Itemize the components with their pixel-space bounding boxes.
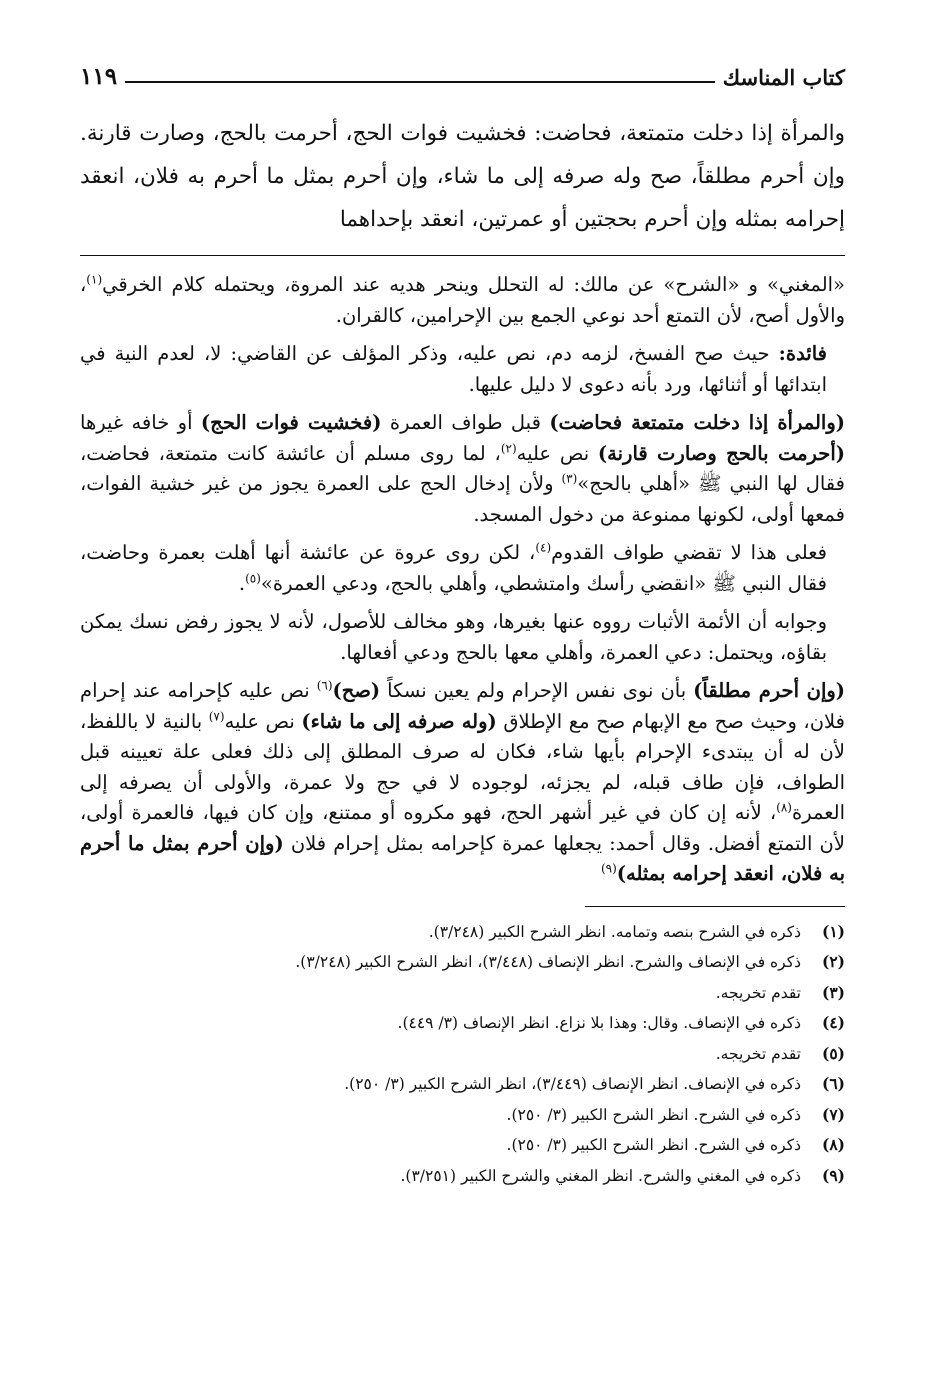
footnote-item [80, 1039, 845, 1070]
sharh-text: أو خافه غيرها [80, 411, 201, 434]
footnote-text: ذكره في الشرح. انظر الشرح الكبير (٣/ ٢٥٠). [506, 1136, 801, 1154]
sharh-text: حيث صح الفسخ، لزمه دم، نص عليه، وذكر المؤلف عن القاضي: لا، لعدم النية في ابتدائها أو أثنائها، ورد بأنه دعوى لا دليل عليها. [80, 342, 827, 396]
matn-quote: (صح) [332, 679, 381, 702]
sharh-paragraph-5 [80, 607, 845, 668]
footnote-ref: (٨) [776, 800, 792, 815]
footnote-number: (١) [821, 921, 845, 941]
footnote-text: ذكره في الإنصاف. انظر الإنصاف (٣/٤٤٩)، انظر الشرح الكبير (٣/ ٢٥٠). [344, 1075, 801, 1093]
footnote-number: (٥) [821, 1043, 845, 1063]
footnote-number: (٢) [821, 952, 845, 971]
sharh-paragraph-4 [80, 538, 845, 599]
footnote-item [80, 1130, 845, 1161]
book-title: كتاب المناسك [722, 65, 845, 90]
footnote-ref: (٣) [561, 471, 578, 486]
footnote-ref: (٩) [600, 861, 617, 876]
footnote-number: (٩) [821, 1165, 845, 1185]
footnote-ref: (٢) [500, 441, 517, 455]
matn-quote: (وإن أحرم بمثل ما أحرم به فلان، انعقد إحرامه بمثله) [80, 831, 845, 885]
footnote-item [80, 1008, 845, 1039]
footnote-number: (٧) [821, 1104, 845, 1124]
footnote-number: (٨) [821, 1135, 845, 1154]
matn-quote: (فخشيت فوات الحج) [200, 411, 382, 434]
sharh-commentary [80, 270, 845, 890]
footnote-divider [585, 906, 845, 907]
footnote-item [80, 978, 845, 1009]
footnote-ref: (٤) [535, 540, 552, 555]
matn-quote: (أحرمت بالحج وصارت قارنة) [597, 441, 845, 465]
sharh-text: «المغني» و «الشرح» عن مالك: له التحلل وينحر هديه عند المروة، ويحتمله كلام الخرقي [102, 273, 845, 296]
footnote-item [80, 1100, 845, 1131]
sharh-paragraph-1 [80, 270, 845, 331]
footnote-text: ذكره في المغني والشرح. انظر المغني والشرح الكبير (٣/٢٥١). [400, 1166, 801, 1185]
sharh-paragraph-3 [80, 408, 845, 530]
sharh-text: ولأن إدخال الحج على العمرة يجوز من غير خشية الفوات، فمعها أولى، لكونها ممنوعة من دخول المسجد. [80, 472, 845, 526]
footnote-number: (٦) [821, 1074, 845, 1093]
footnote-number: (٤) [821, 1013, 845, 1032]
sharh-paragraph-2 [80, 339, 845, 400]
footnote-text: تقدم تخريجه. [715, 983, 801, 1002]
matn-divider [80, 255, 845, 256]
book-page [80, 56, 845, 1191]
sharh-text: ، لكن روى عروة عن عائشة أنها أهلت بعمرة وحاضت، فقال النبي ﷺ «انقضي رأسك وامتشطي، وأهلي بالحج، ودعي العمرة» [80, 541, 827, 595]
footnote-text: ذكره في الشرح. انظر الشرح الكبير (٣/ ٢٥٠). [506, 1105, 801, 1124]
matn-quote: (والمرأة إذا دخلت متمتعة فحاضت) [549, 411, 845, 434]
footnote-ref: (٥) [245, 571, 261, 585]
matn-text: والمرأة إذا دخلت متمتعة، فحاضت: فخشيت فوات الحج، أحرمت بالحج، وصارت قارنة. وإن أحرم مطلقاً، صح وله صرفه إلى ما شاء، وإن أحرم بمثل ما أحرم به فلان، انعقد إحرامه بمثله وإن أحرم بحجتين أو عمرتين، انعقد بإحداهما [80, 121, 845, 232]
footnote-number: (٣) [821, 982, 845, 1002]
header-rule [125, 81, 715, 83]
footnote-item [80, 917, 845, 948]
sharh-text: ، والأول أصح، لأن التمتع أحد نوعي الجمع بين الإحرامين، كالقران. [80, 273, 845, 327]
sharh-text: وجوابه أن الأئمة الأثبات رووه عنها بغيرها، وهو مخالف للأصول، لأنه لا يجوز رفض نسك يمكن بقاؤه، ويحتمل: دعي العمرة، وأهلي معها بالحج ودعي أفعالها. [80, 610, 827, 664]
sharh-text: نص عليه [516, 441, 598, 465]
footnote-ref: (٧) [208, 709, 225, 723]
page-number: ١١٩ [80, 63, 118, 90]
sharh-text: نص عليه [224, 709, 302, 733]
footnote-text: ذكره في الإنصاف. وقال: وهذا بلا نزاع. انظر الإنصاف (٣/ ٤٤٩). [397, 1014, 801, 1032]
sharh-text: بالنية لا باللفظ، لأن له أن يبتدىء الإحرام بأيها شاء، فكان له صرف المطلق إلى ذلك فعلى علة تعيينه قبل الطواف، فإن طاف قبله، لم يجزئه، لوجوده لا في حج ولا عمرة، والأولى أن يصرفه إلى العمرة [80, 709, 845, 824]
footnote-ref: (٦) [316, 678, 333, 693]
sharh-paragraph-6 [80, 676, 845, 890]
sharh-text: . [238, 571, 246, 595]
footnote-list [80, 917, 845, 1192]
sharh-text: ، لأنه إن كان في غير أشهر الحج، فهو مكروه أو ممتنع، وإن كان فيها، فالعمرة أولى، لأن التمتع أفضل. وقال أحمد: يجعلها عمرة كإحرامه بمثل إحرام فلان [80, 801, 845, 855]
sharh-text: ، لما روى مسلم أن عائشة كانت متمتعة، فحاضت، فقال لها النبي ﷺ «أهلي بالحج» [80, 441, 845, 495]
footnote-item [80, 947, 845, 978]
footnote-ref: (١) [86, 272, 103, 287]
footnote-item [80, 1069, 845, 1100]
running-head [80, 56, 845, 90]
footnote-text: ذكره في الشرح بنصه وتمامه. انظر الشرح الكبير (٣/٢٤٨). [428, 922, 801, 941]
footnote-text: ذكره في الإنصاف والشرح. انظر الإنصاف (٣/٤٤٨)، انظر الشرح الكبير (٣/٢٤٨). [295, 953, 801, 971]
matn-quote: (وله صرفه إلى ما شاء) [301, 709, 497, 733]
matn-quote: (وإن أحرم مطلقاً) [693, 679, 846, 702]
footnote-text: تقدم تخريجه. [715, 1044, 801, 1063]
sharh-text: فعلى هذا لا تقضي طواف القدوم [551, 541, 827, 564]
footnote-item [80, 1161, 845, 1192]
fawaid-label: فائدة: [778, 342, 827, 365]
sharh-text: بأن نوى نفس الإحرام ولم يعين نسكاً [380, 679, 694, 702]
sharh-text: قبل طواف العمرة [381, 411, 550, 434]
sharh-text: نص عليه كإحرامه عند إحرام فلان، وحيث صح مع الإبهام صح مع الإطلاق [80, 679, 845, 733]
